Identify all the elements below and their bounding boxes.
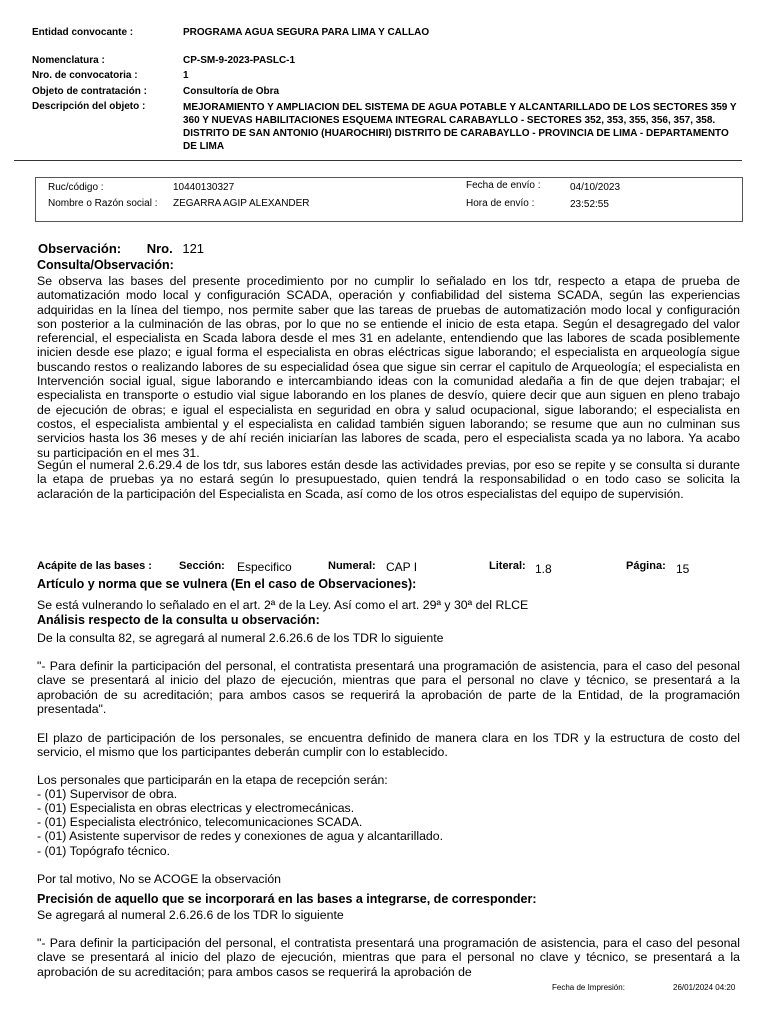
nomenclatura-value: CP-SM-9-2023-PASLC-1 <box>183 55 296 66</box>
analisis-paragraph-2: El plazo de participación de los personales, se encuentra definido de manera clara en los TDR y la estructura de costo del servicio, el mismo que los participantes deberán cumplir con lo establecido. <box>37 731 740 760</box>
nombre-label: Nombre o Razón social : <box>48 198 158 209</box>
observacion-nro-label: Nro. <box>146 241 173 256</box>
list-item: - (01) Especialista electrónico, telecomunicaciones SCADA. <box>37 815 363 829</box>
precision-paragraph-1: "- Para definir la participación del personal, el contratista presentará una programación de asistencia, para el caso del pesonal clave se presentará al inicio del plazo de ejecución, mientras que para el personal no clave y técnico, se presentará a la aprobación de su acreditación; para ambos casos se requerirá la aprobación de <box>37 936 740 979</box>
nro-convocatoria-label: Nro. de convocatoria : <box>32 70 138 81</box>
entidad-value: PROGRAMA AGUA SEGURA PARA LIMA Y CALLAO <box>183 27 430 38</box>
numeral-label: Numeral: <box>328 560 376 572</box>
numeral-value: CAP I <box>386 560 418 574</box>
ruc-label: Ruc/código : <box>48 182 104 193</box>
descripcion-value: MEJORAMIENTO Y AMPLIACION DEL SISTEMA DE AGUA POTABLE Y ALCANTARILLADO DE LOS SECTORES 359 Y 360 Y NUEVAS HABILITACIONES ESQUEMA INTEGRAL CARABAYLLO - SECTORES 352, 353, 355, 356, 357, 358. DISTRITO DE SAN ANTONIO (HUAROCHIRI) DISTRITO DE CARABAYLLO - PROVINCIA DE LIMA - DEPARTAMENTO DE LIMA <box>183 102 737 152</box>
nomenclatura-row <box>32 55 295 66</box>
analisis-heading: Análisis respecto de la consulta u observación: <box>37 613 320 627</box>
analisis-list-intro: Los personales que participarán en la etapa de recepción serán: <box>37 773 388 787</box>
fecha-envio-value: 04/10/2023 <box>570 182 621 193</box>
analisis-conclusion: Por tal motivo, No se ACOGE la observación <box>37 872 281 886</box>
ruc-value: 10440130327 <box>173 182 235 193</box>
entidad-label: Entidad convocante : <box>32 27 134 38</box>
articulo-heading: Artículo y norma que se vulnera (En el caso de Observaciones): <box>37 577 417 591</box>
precision-heading: Precisión de aquello que se incorporará en las bases a integrarse, de corresponder: <box>37 892 537 906</box>
nomenclatura-label: Nomenclatura : <box>32 55 105 66</box>
acapite-label: Acápite de las bases : <box>37 560 152 572</box>
analisis-paragraph-1: "- Para definir la participación del personal, el contratista presentará una programación de asistencia, para el caso del pesonal clave se presentará al inicio del plazo de ejecución, mientras que para el personal no clave y técnico, se presentará a la aprobación de su acreditación; para ambos casos se requerirá la aprobación de parte de la Entidad, de la programación presentada". <box>37 659 740 716</box>
list-item: - (01) Asistente supervisor de redes y conexiones de agua y alcantarillado. <box>37 829 444 843</box>
objeto-value: Consultoría de Obra <box>183 86 280 97</box>
objeto-label: Objeto de contratación : <box>32 86 148 97</box>
pagina-value: 15 <box>676 562 690 576</box>
observacion-heading <box>38 241 204 256</box>
nombre-value: ZEGARRA AGIP ALEXANDER <box>173 198 310 209</box>
consulta-paragraph-1: Se observa las bases del presente procedimiento por no cumplir lo señalado en los tdr, respecto a etapa de prueba de automatización modo local y configuración SCADA, operación y confiabilidad del sistema SCADA, según las experiencias adquiridas en la línea del tiempo, nos permite saber que las tareas de pruebas de automatización modo local y configuración son posterior a la culminación de las obras, por lo que no se entiende el inicio de esta etapa. Según el desagregado del valor referencial, el especialista en Scada labora desde el mes 31 en adelante, entendiendo que las labores de scada posiblemente inicien desde ese plazo; e igual forma el especialista en obras eléctricas sigue laborando; el especialista en arqueología sigue buscando restos o realizando labores de su especialidad ósea que sigue sin cerrar el capitulo de Arqueología; el especialista en Intervención social igual, sigue laborando e intercambiando ideas con la comunidad aledaña a fin de que dejen trabajar; el especialista en transporte o estudio vial sigue laborando en los planes de desvío, quiere decir que aun siguen en pleno trabajo de ejecución de obras; e igual el especialista en seguridad en obra y salud ocupacional, sigue laborando; el especialista en costos, el especialista ambiental y el especialista en calidad también siguen laborando; se resume que aun no culminan sus servicios hasta los 36 meses y de ahí recién iniciarían las labores de scada, pero el especialista scada ya no labora. Ya acabo su participación en el mes 31. <box>37 274 740 460</box>
fecha-envio-label: Fecha de envío : <box>466 180 541 191</box>
nro-convocatoria-row <box>32 70 189 81</box>
fecha-impresion-label: Fecha de Impresión: <box>552 983 625 992</box>
list-item: - (01) Especialista en obras electricas y electromecánicas. <box>37 801 355 815</box>
list-item: - (01) Supervisor de obra. <box>37 787 178 801</box>
hora-envio-label: Hora de envío : <box>466 198 535 209</box>
observacion-label: Observación: <box>38 241 122 256</box>
articulo-text: Se está vulnerando lo señalado en el art. 2ª de la Ley. Así como el art. 29ª y 30ª del RLCE <box>37 598 529 612</box>
list-item: - (01) Topógrafo técnico. <box>37 844 171 858</box>
nro-convocatoria-value: 1 <box>183 70 189 81</box>
hora-envio-value: 23:52:55 <box>570 199 609 210</box>
objeto-row <box>32 86 279 97</box>
literal-value: 1.8 <box>535 562 552 576</box>
fecha-impresion-value: 26/01/2024 04:20 <box>673 983 736 992</box>
descripcion-label: Descripción del objeto : <box>32 101 146 112</box>
analisis-line-1: De la consulta 82, se agregará al numeral 2.6.26.6 de los TDR lo siguiente <box>37 631 444 645</box>
observacion-nro-value: 121 <box>182 241 205 256</box>
descripcion-row <box>32 101 183 112</box>
seccion-value: Especifico <box>237 560 292 574</box>
sender-info-box <box>35 177 743 222</box>
literal-label: Literal: <box>489 560 526 572</box>
consulta-heading: Consulta/Observación: <box>37 258 174 272</box>
pagina-label: Página: <box>626 560 666 572</box>
entidad-row <box>32 27 429 38</box>
seccion-label: Sección: <box>179 560 225 572</box>
header-divider <box>14 160 742 161</box>
precision-line-1: Se agregará al numeral 2.6.26.6 de los TDR lo siguiente <box>37 908 344 922</box>
consulta-paragraph-2: Según el numeral 2.6.29.4 de los tdr, sus labores están desde las actividades previas, por eso se repite y se consulta si durante la etapa de pruebas ya no estará según lo presupuestado, quien tendrá la responsabilidad o en todo caso se solicita la aclaración de la participación del Especialista en Scada, así como de los otros especialistas del equipo de supervisión. <box>37 458 740 501</box>
